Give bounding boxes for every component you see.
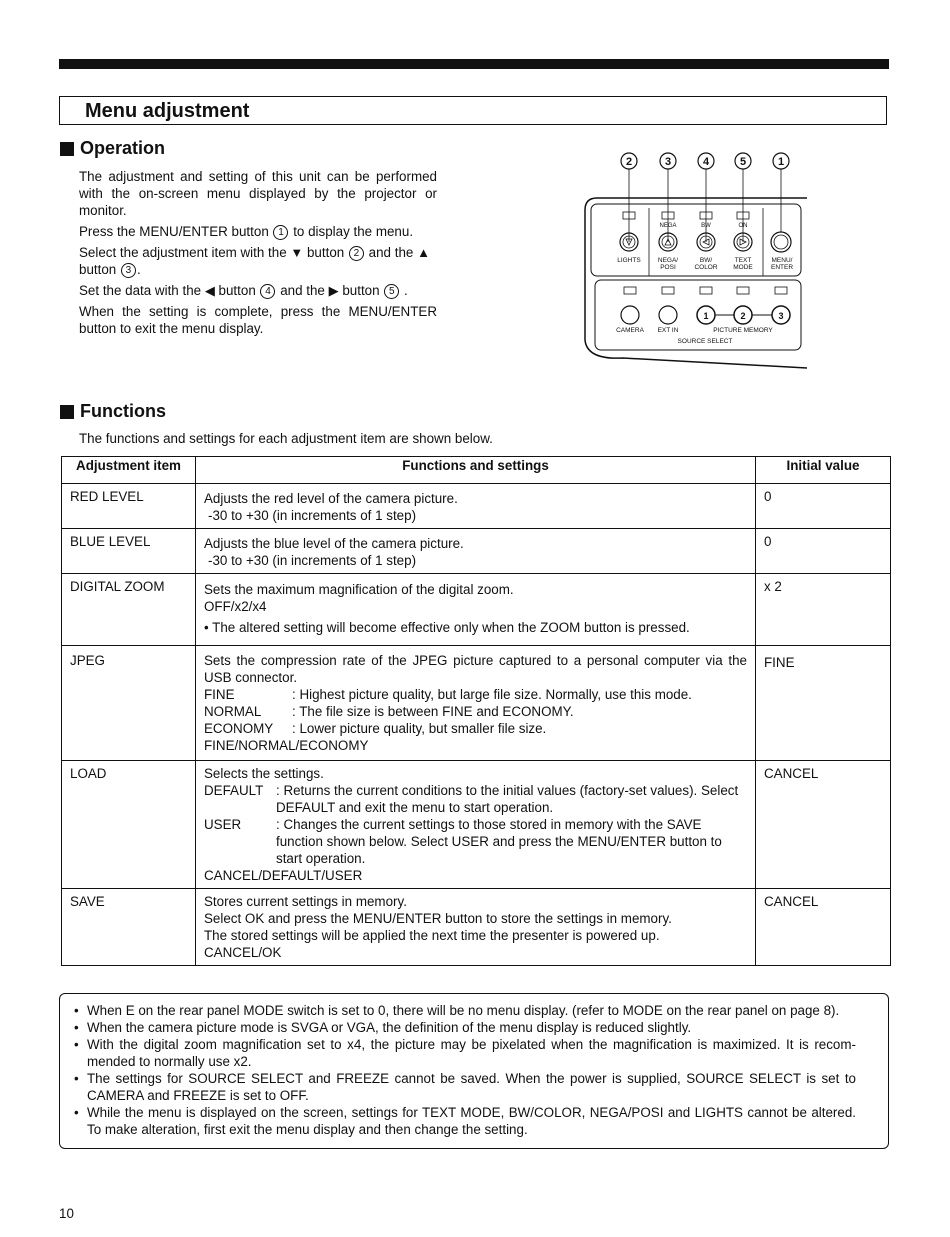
table-row bbox=[62, 646, 891, 761]
ext-in-button bbox=[659, 306, 677, 324]
header-initial-value: Initial value bbox=[756, 457, 891, 484]
initial-cell: CANCEL bbox=[756, 889, 891, 966]
item-cell: SAVE bbox=[62, 889, 196, 966]
page-title: Menu adjustment bbox=[85, 100, 250, 122]
button-label: MENU/ bbox=[771, 257, 793, 264]
callout-label: 5 bbox=[739, 156, 747, 168]
right-triangle-icon: ▶ bbox=[328, 283, 339, 298]
button-label: EXT IN bbox=[657, 327, 679, 334]
left-triangle-icon: ◀ bbox=[204, 283, 215, 298]
button-label: MODE bbox=[733, 264, 753, 271]
note-item: • With the digital zoom magnification set to x4, the picture may be pixelated when the magnification is maximized. It is recom-mended to normally use x2. bbox=[74, 1036, 856, 1070]
initial-cell: CANCEL bbox=[756, 761, 891, 889]
settings-cell: Selects the settings. DEFAULT : Returns the current conditions to the initial values (factory-set values). Select DEFAULT and exit the menu to start operation. USER : Changes the current settings to those stored in memory with the SAVE function shown below. Select USER and press the MENU/ENTER button to start operation. CANCEL/DEFAULT/USER bbox=[196, 761, 756, 889]
button-label: LIGHTS bbox=[617, 257, 641, 264]
initial-cell: x 2 bbox=[756, 574, 891, 646]
item-cell: RED LEVEL bbox=[62, 484, 196, 529]
number-circle-3: 3 bbox=[121, 263, 136, 278]
button-label: NEGA/ bbox=[657, 257, 679, 264]
small-label: ON bbox=[738, 223, 748, 229]
functions-heading bbox=[60, 401, 166, 422]
down-triangle-icon: ▼ bbox=[290, 245, 304, 260]
small-label: NEGA bbox=[659, 223, 677, 229]
functions-intro: The functions and settings for each adjustment item are shown below. bbox=[79, 431, 493, 446]
square-bullet-icon bbox=[60, 142, 74, 156]
number-circle-1: 1 bbox=[273, 225, 288, 240]
callout-label: 2 bbox=[625, 156, 633, 168]
table-row bbox=[62, 484, 891, 529]
note-item: • The settings for SOURCE SELECT and FREEZE cannot be saved. When the power is supplied, SOURCE SELECT is set to CAMERA and FREEZE is set to OFF. bbox=[74, 1070, 856, 1104]
initial-cell: FINE bbox=[756, 646, 891, 761]
notes-box bbox=[59, 993, 889, 1149]
operation-heading bbox=[60, 138, 165, 159]
settings-cell: Adjusts the red level of the camera picture. -30 to +30 (in increments of 1 step) bbox=[196, 484, 756, 529]
header-functions-settings: Functions and settings bbox=[196, 457, 756, 484]
small-label: BW bbox=[701, 223, 711, 229]
item-cell: DIGITAL ZOOM bbox=[62, 574, 196, 646]
memory-number: 3 bbox=[778, 311, 784, 321]
button-label: COLOR bbox=[694, 264, 718, 271]
initial-cell: 0 bbox=[756, 484, 891, 529]
operation-p2: Press the MENU/ENTER button 1 to display the menu. bbox=[79, 224, 414, 239]
operation-p5: When the setting is complete, press the MENU/ENTER button to exit the menu display. bbox=[79, 304, 437, 336]
button-label: CAMERA bbox=[616, 327, 644, 334]
table-row bbox=[62, 889, 891, 966]
table-row bbox=[62, 761, 891, 889]
item-cell: LOAD bbox=[62, 761, 196, 889]
functions-heading-text: Functions bbox=[80, 401, 166, 421]
callout-label: 3 bbox=[664, 156, 672, 168]
button-label: BW/ bbox=[699, 257, 713, 264]
operation-text bbox=[79, 168, 437, 341]
number-circle-5: 5 bbox=[384, 284, 399, 299]
note-item: • When the camera picture mode is SVGA or VGA, the definition of the menu display is reduced slightly. bbox=[74, 1019, 856, 1036]
item-cell: JPEG bbox=[62, 646, 196, 761]
up-triangle-icon: ▲ bbox=[417, 245, 430, 260]
operation-p3: Select the adjustment item with the ▼ button 2 and the ▲ button 3 . bbox=[79, 245, 430, 277]
functions-table bbox=[61, 456, 891, 966]
note-item: • While the menu is displayed on the screen, settings for TEXT MODE, BW/COLOR, NEGA/POSI and LIGHTS cannot be altered. To make alteration, first exit the menu display and then change the setting. bbox=[74, 1104, 856, 1138]
settings-cell: Sets the maximum magnification of the digital zoom. OFF/x2/x4 • The altered setting will become effective only when the ZOOM button is pressed. bbox=[196, 574, 756, 646]
number-circle-4: 4 bbox=[260, 284, 275, 299]
camera-button bbox=[621, 306, 639, 324]
page-number: 10 bbox=[59, 1206, 74, 1221]
header-adjustment-item: Adjustment item bbox=[62, 457, 196, 484]
button-label: TEXT bbox=[734, 257, 752, 264]
item-cell: BLUE LEVEL bbox=[62, 529, 196, 574]
settings-cell: Adjusts the blue level of the camera picture. -30 to +30 (in increments of 1 step) bbox=[196, 529, 756, 574]
operation-heading-text: Operation bbox=[80, 138, 166, 158]
settings-cell: Sets the compression rate of the JPEG picture captured to a personal computer via the USB connector. FINE : Highest picture quality, but large file size. Normally, use this mode. NORMAL : The file size is between FINE and ECONOMY. ECONOMY : Lower picture quality, but smaller file size. FINE/NORMAL/ECONOMY bbox=[196, 646, 756, 761]
note-item: • When E on the rear panel MODE switch is set to 0, there will be no menu display. (refer to MODE on the rear panel on page 8). bbox=[74, 1002, 856, 1019]
top-rule bbox=[59, 59, 889, 69]
callout-label: 4 bbox=[702, 156, 710, 168]
memory-number: 2 bbox=[740, 311, 746, 321]
button-label: POSI bbox=[660, 264, 676, 271]
operation-p1: The adjustment and setting of this unit can be performed with the on-screen menu displayed by the projector or monitor. bbox=[79, 169, 437, 218]
memory-number: 1 bbox=[703, 311, 709, 321]
table-row bbox=[62, 574, 891, 646]
square-bullet-icon bbox=[60, 405, 74, 419]
settings-cell: Stores current settings in memory. Select OK and press the MENU/ENTER button to store the settings in memory. The stored settings will be applied the next time the presenter is powered up. CANCEL/OK bbox=[196, 889, 756, 966]
button-label: ENTER bbox=[770, 264, 794, 271]
button-label: PICTURE MEMORY bbox=[713, 327, 773, 334]
callout-label: 1 bbox=[777, 156, 785, 168]
source-select-label: SOURCE SELECT bbox=[677, 338, 733, 345]
operation-p4: Set the data with the ◀ button 4 and the ▶ button 5 . bbox=[79, 283, 408, 298]
number-circle-2: 2 bbox=[349, 246, 364, 261]
control-panel-diagram bbox=[583, 150, 811, 370]
table-row bbox=[62, 529, 891, 574]
initial-cell: 0 bbox=[756, 529, 891, 574]
title-box bbox=[59, 96, 887, 125]
table-header-row bbox=[62, 457, 891, 484]
